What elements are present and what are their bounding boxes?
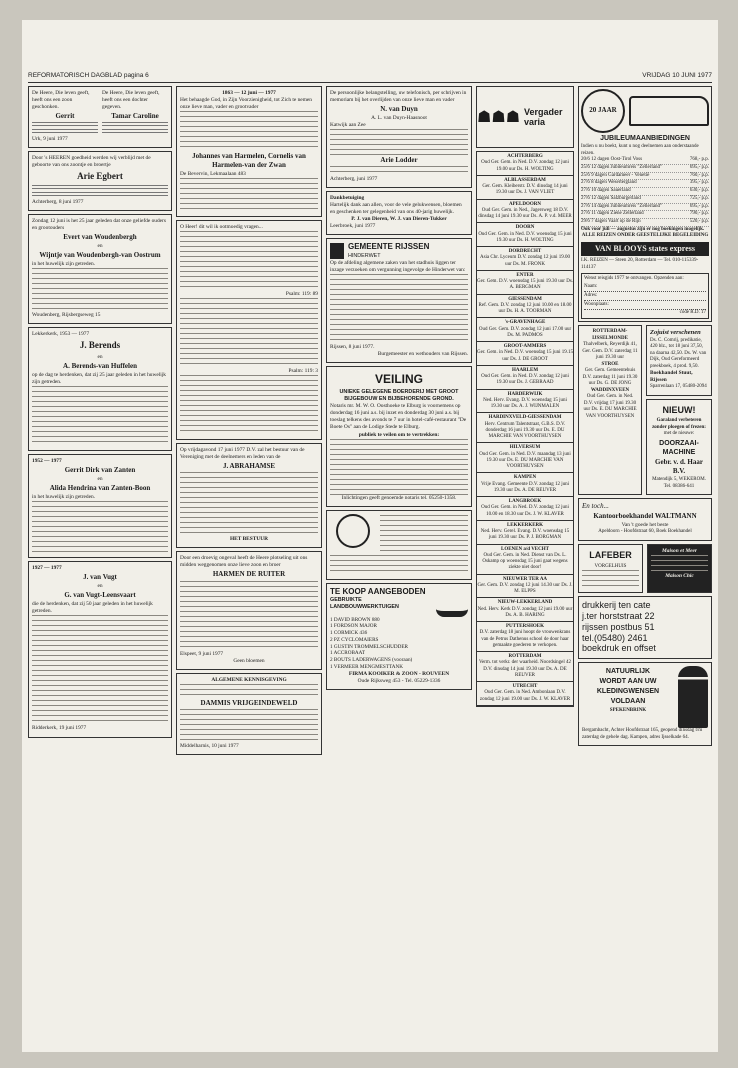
drukkerij-l5: boekdruk en offset xyxy=(582,643,656,654)
memorial-abrahamse xyxy=(176,443,322,548)
offer-description: 27/6 14 dagen Jubileumreis "Zellerland" xyxy=(581,203,663,209)
church-service xyxy=(477,598,573,622)
offer-description: 20/6 12 dagen Oost-Tirol Voss xyxy=(581,157,643,163)
church-service-place: HARDERWIJK xyxy=(507,391,543,397)
zanten-name-1: Gerrit Dirk van Zanten xyxy=(64,466,136,475)
waltmann-sub: Van 't goede het beste xyxy=(621,522,669,529)
abrahamse-text: Op vrijdagavond 17 juni 1977 D.V. zal het bestuur van de Vereniging met de deelnemers en leden van de xyxy=(180,447,305,461)
kennisgeving-place: Middelharnis, 10 juni 1977 xyxy=(180,742,239,749)
church-service xyxy=(477,652,573,682)
gemeente-rijssen-notice xyxy=(326,238,472,362)
zanten-name-2: Alida Hendrina van Zanten-Boon xyxy=(49,484,151,493)
obit-place: De Bevervin, Lekmaalaan 483 xyxy=(180,171,246,178)
thanks-van-duyn xyxy=(326,86,472,188)
rotterdam-zojuist-row xyxy=(578,325,712,498)
form-field[interactable]: Naam: xyxy=(584,283,706,292)
church-service-place: LANGBROEK xyxy=(508,499,542,504)
waltmann-intro: En toch... xyxy=(582,502,609,511)
psalm-ref-2: Psalm: 119: 3 xyxy=(288,368,318,375)
berends-name-1: J. Berends xyxy=(79,340,121,351)
church-service-details: Oud Ger. Gem. in Ned. D.V. zondag 12 juni 10.00 en 18.30 uur Ds. J. W. KLAVER xyxy=(481,505,569,517)
duyn-text: De persoonlijke belangstelling, uw telefonisch, per schrijven in memoriam bij het overlijden van onze lieve man en vader xyxy=(330,90,467,104)
church-service-place: ACHTERBERG xyxy=(507,154,543,159)
dank-title: Dankbetuiging xyxy=(330,195,365,202)
veiling-pub: publiek te veilen om te vertrekken: xyxy=(358,431,440,438)
20-jaar-badge-icon xyxy=(581,89,625,133)
nat-shop: SPEKENBRINK xyxy=(609,707,647,713)
dank-place: Leerbroek, juni 1977 xyxy=(330,223,376,230)
church-service-details: Ger. Gem. D.V. zondag 12 juni 14.30 uur Ds. J. M. ELPPS xyxy=(477,582,573,594)
berends-en: en xyxy=(97,353,103,360)
church-service-details: Verm. tot verkr. der waarheid. Noordsingel 42 D.V. dinsdag 14 juni 19.30 uur Ds. A. DE REUVER xyxy=(478,660,572,678)
church-service-details: Oud Ger. Gem. in Ned. D.V. zondag 12 juni 19.30 uur Ds. J. GEBRAAD xyxy=(481,374,569,386)
anniv-name-1: Evert van Woudenbergh xyxy=(63,232,137,241)
jubileum-offer-row xyxy=(581,165,709,173)
church-service-place: GIESSENDAM xyxy=(508,296,542,302)
lafeber-ad xyxy=(578,544,643,593)
stroe-text: Ger. Gem. Gemeentehuis D.V. zaterdag 11 juni 19.30 uur Ds. G. DE JONG xyxy=(582,368,638,387)
newspaper-page xyxy=(22,20,718,1052)
lafeber-sub: VORGELHUIS xyxy=(594,563,627,569)
duyn-name: N. van Duyn xyxy=(380,105,418,114)
lafeber-name: LAFEBER xyxy=(589,549,632,560)
obit-text: Het behaagde God, in Zijn Voorzienigheid, tot Zich te nemen onze lieve man, vader en grootvader xyxy=(180,97,312,111)
nat-t4: VOLDAAN xyxy=(610,698,646,706)
waddinx-text: Oud Ger. Gem. in Ned. D.V. vrijdag 17 juni 19.30 uur Ds. E. DU MARCHIE VAN VOORTHUYSEN xyxy=(583,394,637,419)
zanten-years: 1952 — 1977 xyxy=(32,458,62,464)
veiling-title: VEILING xyxy=(374,371,423,386)
tekoop-title: TE KOOP AANGEBODEN xyxy=(330,586,426,596)
offer-description: 29/6 7 dagen Vaart op de Rijn xyxy=(581,219,641,225)
drukkerij-l2: j.ter horststraat 22 xyxy=(582,610,655,621)
ruiter-name: HARMEN DE RUITER xyxy=(212,570,286,579)
ruiter-text: Door een droevig ongeval heeft de Heere plotseling uit ons midden weggenomen onze lieve zoon en broer xyxy=(180,555,308,569)
birth-announcement-arie xyxy=(28,151,172,211)
jubileum-note: Ook voor juli — augustus zijn er nog boekingen mogelijk. xyxy=(581,226,705,232)
church-service-details: Oud Ger. Gem. D.V. zondag 12 juni 17.00 uur Ds. M. PADMOS xyxy=(478,326,572,338)
tekoop-item: 2 BOUTS LADERWAGENS (vooraan) xyxy=(330,657,413,664)
church-service xyxy=(477,413,573,443)
church-service-details: Ger. Gem. D.V. woensdag 15 juni 19.30 uur Ds. A. BERGMAN xyxy=(477,279,574,291)
drukkerij-ten-cate-ad xyxy=(578,596,712,659)
church-service xyxy=(477,176,573,200)
zojuist-addr: Sparrenlaan 17, 05480-2094 xyxy=(650,384,707,390)
gemeente-sub: HINDERWET xyxy=(348,252,381,259)
church-service-place: GROOT-AMMERS xyxy=(503,344,547,349)
form-code: code R.D. 17 xyxy=(679,309,706,315)
birth-name-arie: Arie Egbert xyxy=(77,171,123,182)
church-service xyxy=(477,497,573,521)
jubileum-offer-row xyxy=(581,219,709,227)
offer-price: 395,- p.p. xyxy=(689,180,709,186)
nieuw-firm: Gebr. v. d. Haar B.V. xyxy=(655,458,703,476)
veiling-foot: Inlichtingen geeft genoemde notaris tel. 05250-1358. xyxy=(341,494,457,501)
church-service xyxy=(477,318,573,342)
psalm-lines: O Heer! dit wil ik ootmoedig vragen... xyxy=(180,224,263,231)
church-service-details: Herv. Centrum Talentstraat, G.B.S. D.V. donderdag 16 juni 19.30 uur Ds. E. DU MARCHIE VAN VOORTHUYSEN xyxy=(484,421,566,439)
obituary-van-harmelen xyxy=(176,86,322,217)
tekoop-list xyxy=(330,617,468,671)
anniv-place: Woudenberg, Rijsbergseweg 15 xyxy=(32,312,101,319)
vugt-place: Ridderkerk, 19 juni 1977 xyxy=(32,725,87,732)
church-service-place: ROTTERDAM xyxy=(508,654,542,659)
church-service-details: Ref. Gem. D.V. zondag 12 juni 10.00 en 18.00 uur Ds. H. A. TOORMAN xyxy=(478,302,572,314)
lodder-place: Achterberg, juni 1977 xyxy=(330,176,378,183)
anniversary-van-vugt xyxy=(28,561,172,737)
offer-price: 725,- p.p. xyxy=(689,195,709,201)
maison-chic: Maison Chic xyxy=(665,572,694,579)
berends-text: op de dag te herdenken, dat zij 25 jaar geleden in het huwelijk zijn getreden. xyxy=(32,371,166,385)
offer-description: 27/6 11 dagen Ziene Zellerland xyxy=(581,211,644,217)
church-service-details: Ger. Gem. Kleiberstr. D.V. dinsdag 14 juni 19.30 uur Ds. J. VAN VLIET xyxy=(482,184,568,196)
vugt-en: en xyxy=(97,583,103,590)
jubileum-brand: VAN BLOOYS states express xyxy=(595,243,695,253)
birth-place: Achterberg, 8 juni 1977 xyxy=(32,198,84,205)
obit-date: 1863 — 12 juni — 1977 xyxy=(222,90,276,96)
church-service-place: LOENEN a/d VECHT xyxy=(501,546,549,552)
woman-figure-icon xyxy=(678,666,708,728)
berends-place: Lekkerkerk, 1953 — 1977 xyxy=(32,331,90,338)
page-header xyxy=(28,70,712,83)
tekoop-sub: GEBRUIKTE LANDBOUWWERKTUIGEN xyxy=(330,596,399,610)
tekoop-item: 1 DAVID BROWN 880 xyxy=(330,616,380,623)
church-service-place: HILVERSUM xyxy=(509,445,541,451)
anniversary-van-zanten xyxy=(28,454,172,558)
anniv-en: en xyxy=(97,243,103,250)
duyn-name-2: A. L. van Duyn-Haasnoot xyxy=(371,115,427,122)
church-service-place: KAMPEN xyxy=(513,475,537,481)
offer-description: 27/6 8 dagen Wesertergland xyxy=(581,180,637,186)
veiling-ad xyxy=(326,366,472,507)
offer-description: 25/6 12 dagen Jubileumreis "Zellerland" xyxy=(581,164,663,170)
nieuw-sub: Garaland verbeteren zonder ploegen of frezen: xyxy=(652,418,706,430)
church-service xyxy=(477,390,573,414)
vugt-text: die de herdenken, dat zij 50 jaar geleden in het huwelijk getreden. xyxy=(32,601,153,615)
jubileum-sub: Indien u nu boekt, kunt u nog deelnemen aan onderstaande reizen. xyxy=(581,144,699,156)
reisgids-form xyxy=(581,273,709,319)
church-service xyxy=(477,152,573,176)
dank-text: Hartelijk dank aan allen, voor de vele gelukwensen, bloemen en geschenken ter gelegenheid van ons 40-jarig huwelijk. xyxy=(330,202,462,216)
offer-description: 25/6 9 dagen Gardameer - Venetië xyxy=(581,172,650,178)
rotterdam-service xyxy=(578,325,642,495)
waltmann-addr: Apeldoorn - Hoofdstraat 60, Boek Boekhandel xyxy=(598,529,692,535)
church-service xyxy=(477,271,573,295)
church-service-details: Oud Ger. Gem. in Ned. D.V. zondag 12 juni 19.00 uur Ds. H. WOLTING xyxy=(481,160,569,172)
nieuw-addr: Matendijk 5, WEKEROM. Tel. 08386-641 xyxy=(652,477,706,489)
tekoop-item: 1 VERMEER MENGMESTTANK xyxy=(330,663,403,670)
vugt-name-2: G. van Vugt-Leensvaart xyxy=(64,591,136,600)
tekoop-addr: Oude Rijksweg 453 - Tel. 05229-1336 xyxy=(357,677,441,684)
vergader-title: Vergader varia xyxy=(524,107,563,127)
church-service-place: HARDINXVELD-GIESSENDAM xyxy=(488,415,562,421)
church-service-place: PUTTERSHOEK xyxy=(505,624,545,629)
form-field[interactable]: Woonplaats: xyxy=(584,301,706,310)
anniversary-woudenbergh xyxy=(28,214,172,324)
jubileum-offer-row xyxy=(581,180,709,188)
church-service-place: ALBLASSERDAM xyxy=(504,177,546,183)
tekoop-item: 1 CORMICK 436 xyxy=(330,630,368,637)
church-service xyxy=(477,342,573,366)
column-4 xyxy=(476,86,574,1046)
zanten-text: in het huwelijk zijn getreden. xyxy=(32,494,96,501)
drukkerij-l1: drukkerij ten cate xyxy=(582,600,651,611)
church-service-place: UTRECHT xyxy=(512,684,538,689)
jubileum-offer-row xyxy=(581,188,709,196)
church-service-place: DORDRECHT xyxy=(508,249,542,254)
waltmann-title: Kantoorboekhandel WALTMANN xyxy=(593,512,697,521)
obituary-de-ruiter xyxy=(176,551,322,669)
tekoop-item: 1 FORDSON MAJOR xyxy=(330,623,377,630)
birth-name-right: Tamar Caroline xyxy=(111,112,159,121)
offer-description: 27/6 12 dagen Salzburgerland xyxy=(581,195,641,201)
church-service xyxy=(477,366,573,390)
tekoop-item: 1 GUSTIN TROMMELSCHUDDER xyxy=(330,643,409,650)
church-service xyxy=(477,622,573,652)
gemeente-title: GEMEENTE RIJSSEN xyxy=(348,242,430,252)
church-service xyxy=(477,473,573,497)
maison-name: Maison et Meer xyxy=(661,547,698,554)
nieuw-title: NIEUW! xyxy=(662,404,696,415)
church-service xyxy=(477,682,573,706)
offer-price: 695,- p.p. xyxy=(689,164,709,170)
berends-name-2: A. Berends-van Huffelen xyxy=(63,361,137,370)
offer-price: 760,- p.p. xyxy=(689,172,709,178)
church-service-place: ENTER xyxy=(516,272,534,278)
zanten-en: en xyxy=(97,476,103,483)
offer-price: 768,- p.p. xyxy=(689,157,709,163)
anniv-name-2: Wijntje van Woudenbergh-van Oostrum xyxy=(39,251,161,260)
church-service xyxy=(477,200,573,224)
horssen-logo-icon xyxy=(336,514,370,548)
church-service-details: Ned. Herv. Evang. D.V. woensdag 15 juni 19.30 uur Ds. A. J. WIJNMALEN xyxy=(483,397,567,409)
church-service-place: HAARLEM xyxy=(511,367,539,373)
dank-names: P. J. van Dieren, W. J. van Dieren-Tukker xyxy=(351,216,447,223)
kennisgeving-title: ALGEMENE KENNISGEVING xyxy=(211,676,287,683)
jubileum-offers xyxy=(581,157,709,227)
drukkerij-l4: tel.(05480) 2461 xyxy=(582,632,648,643)
church-service-details: Oud Ger. Gem. in Ned. Ambonlaan D.V. zondag 12 juni 19.00 uur Ds. J. W. KLAVER xyxy=(479,690,571,702)
duyn-place: Katwijk aan Zee xyxy=(330,122,366,129)
offer-price: 520,- p.p. xyxy=(689,219,709,225)
form-field[interactable]: Adres: xyxy=(584,292,706,301)
jubileum-offer-row xyxy=(581,173,709,181)
te-koop-ad xyxy=(326,583,472,690)
church-service-details: Ned. Herv. Gerel. Evang. D.V. woensdag 15 juni 19.30 uur Ds. P. J. BORGMAN xyxy=(480,529,570,541)
birth-text-left: De Heere, Die leven geeft, heeft ons een zoon geschonken. xyxy=(32,90,90,111)
column-2 xyxy=(176,86,322,1046)
form-fields xyxy=(584,283,706,310)
drukkerij-l3: rijssen postbus 51 xyxy=(582,621,655,632)
zojuist-text: Ds. C. Comrij, predikatie, 420 blz., tot 18 juni 37,50, na daarna 42,50. Ds. W. van Dijk, Oud Gereformeerd preekboek, 4 prod. 9,50. xyxy=(650,337,707,369)
anniv-text: in het huwelijk zijn getreden. xyxy=(32,261,96,268)
offer-price: 790,- p.p. xyxy=(689,211,709,217)
tekoop-item: 1 ACCROBAAT xyxy=(330,650,366,657)
church-service-details: Ned. Herv. Kerk D.V. zondag 12 juni 19.00 uur Ds. A. B. HARING xyxy=(477,606,573,618)
anniv-intro: Zondag 12 juni is het 25 jaar geleden dat onze geliefde ouders en grootouders xyxy=(32,217,166,231)
jubileum-note-2: ALLE REIZEN ONDER GEESTELIJKE BEGELEIDING xyxy=(581,233,709,239)
church-service xyxy=(477,443,573,473)
church-service xyxy=(477,223,573,247)
church-service-place: DOORN xyxy=(515,225,535,231)
vergader-varia-logo xyxy=(476,86,574,148)
offer-price: 695,- p.p. xyxy=(689,203,709,209)
church-service xyxy=(477,575,573,599)
stroe-title: STROE xyxy=(601,361,619,367)
natuurlijk-ad xyxy=(578,662,712,746)
nat-text: Bergambacht, Achter Hoofdstraat 165, geopend dinsdag t/m zaterdag de gehele dag. Kampen, adres Ijsselkade 64. xyxy=(582,728,703,740)
gemeente-text: Op de afdeling algemene zaken van het stadhuis liggen ter inzage verzoeken om vergunning ingevolge de Hinderwet van: xyxy=(330,259,466,273)
gemeente-place: Rijssen, 8 juni 1977. xyxy=(330,343,375,350)
kennisgeving-vrijgeindeweld xyxy=(176,673,322,755)
column-1 xyxy=(28,86,172,1046)
jubileum-offer-row xyxy=(581,157,709,165)
church-service-details: Asia Chr. Lyceum D.V. zondag 12 juni 19.00 uur Ds. M. FRONK xyxy=(479,255,571,267)
church-service-details: Oud Ger. Gem. in Ned. Dienst van Ds. L. Oskamp op woensdag 15 juni gaat wegens ziekte niet door! xyxy=(482,552,568,571)
jubileum-offer-row xyxy=(581,204,709,212)
jubileum-offer-row xyxy=(581,196,709,204)
birth-date: Urk, 9 juni 1977 xyxy=(32,136,68,143)
veiling-sub: UNIEKE GELEGENE BOERDERIJ MET GROOT BIJGEBOUW EN BIJBEHORENDE GROND. xyxy=(339,389,459,403)
nat-t2: WORDT AAN UW xyxy=(599,678,657,686)
birth-text-right: De Heere, Die leven geeft, heeft ons een dochter gegeven. xyxy=(102,90,160,111)
birth-announcement-urk xyxy=(28,86,172,148)
bus-icon xyxy=(629,96,709,126)
header-right: VRIJDAG 10 JUNI 1977 xyxy=(642,72,712,79)
van-blooys-logo xyxy=(581,242,709,256)
church-service-details: Vrije Evang. Gemeente D.V. zondag 12 juni 19.30 uur Ds. A. DE REUVER xyxy=(480,481,570,493)
church-service-place: NIEUWER TER AA xyxy=(502,576,548,582)
zojuist-title: Zojuist verschenen xyxy=(650,329,701,337)
vugt-name-1: J. van Vugt xyxy=(83,573,117,582)
gemeente-sign: Burgemeester en wethouders van Rijssen. xyxy=(377,350,468,357)
rijssen-crest-icon xyxy=(330,243,344,259)
church-service xyxy=(477,247,573,271)
offer-price: 630,- p.p. xyxy=(689,188,709,194)
tractor-icon xyxy=(436,587,468,617)
church-service-place: NIEUW-LEKKERLAND xyxy=(497,600,553,606)
offer-description: 27/6 10 dagen Sauerland xyxy=(581,188,631,194)
church-service xyxy=(477,545,573,575)
nieuw-sub2: met de nieuwe: xyxy=(663,431,695,437)
kennisgeving-name: DAMMIS VRIJGEINDEWELD xyxy=(200,698,298,707)
nat-t1: NATUURLIJK xyxy=(605,668,651,676)
rotterdam-text: Thalvelberk, Reyerdijk 41, Ger. Gem. D.V. zaterdag 11 juni 19.30 uur xyxy=(582,342,638,361)
dankbetuiging-van-dieren xyxy=(326,191,472,235)
psalm-verses xyxy=(176,220,322,440)
church-services-list xyxy=(476,151,574,707)
anniversary-berends xyxy=(28,327,172,451)
lafeber-maison-row xyxy=(578,544,712,596)
zojuist-shop: Boekhandel Stuut, Rijssen xyxy=(650,370,693,384)
van-horssen-ad xyxy=(326,510,472,580)
church-service-details: Oud Ger. Gem. in Ned. D.V. woensdag 15 juni 19.30 uur Ds. H. WOLTING xyxy=(478,231,572,243)
waltmann-ad xyxy=(578,498,712,541)
church-service-place: 's-GRAVENHAGE xyxy=(504,320,546,326)
abrahamse-name: J. ABRAHAMSE xyxy=(222,462,276,471)
form-title: Wenst reisgids 1977 te ontvangen. Opzenden aan: xyxy=(584,276,684,282)
church-service-place: APELDOORN xyxy=(509,201,541,207)
nat-t3: KLEDINGWENSEN xyxy=(596,688,660,696)
nieuw-doorzaai-ad xyxy=(646,399,712,496)
church-service-details: Ger. Gem. in Ned. D.V. woensdag 15 juni 19.15 uur Ds. J. DE GROOT xyxy=(477,350,574,362)
maison-ad xyxy=(647,544,712,593)
column-3 xyxy=(326,86,472,1046)
header-left: REFORMATORISCH DAGBLAD pagina 6 xyxy=(28,72,149,79)
jubileum-title: JUBILEUMAANBIEDINGEN xyxy=(600,135,690,142)
people-icon: ☗☗☗ xyxy=(477,109,521,126)
ruiter-foot: Geen bloemen xyxy=(233,657,265,664)
church-service-details: D.V. zaterdag 18 juni hoopt de vrouwenkrans van de Petrus Dathenus school de door haar gemaakte goederen te verkopen. xyxy=(479,630,571,648)
rotterdam-title: ROTTERDAM-IJSSELMONDE xyxy=(592,329,628,341)
tekoop-item: 2 PZ CYCLOMAIERS xyxy=(330,636,379,643)
zojuist-ad xyxy=(646,325,712,395)
vugt-years: 1927 — 1977 xyxy=(32,565,62,572)
veiling-text: Notaris mr. M. W. O. Oosthoeke te Elburg is voornemens op donderdag 16 juni a.s. bij inzet en donderdag 30 juni a.s. bij toeslag telkens des avonds te 7 uur in hotel-café-restaurant "De Boete Os" aan de Lodige Stede te Elburg. xyxy=(330,403,467,431)
jubileum-badge: 20 JAAR xyxy=(589,106,617,115)
birth-name-left: Gerrit xyxy=(55,112,75,121)
waddinx-title: WADDINXVEEN xyxy=(590,387,630,393)
tekoop-firm: FIRMA KOOIKER & ZOON - ROUVEEN xyxy=(348,670,450,677)
nieuw-machine: DOORZAAI-MACHINE xyxy=(659,439,699,456)
church-service xyxy=(477,295,573,319)
psalm-ref-1: Psalm: 119: 89 xyxy=(285,291,318,298)
church-service-place: LEKKERKERK xyxy=(506,522,544,528)
jubileum-addr: I.K. REIZEN — Steen 20, Rotterdam — Tel. 010-115339-114137 xyxy=(581,258,699,270)
column-5 xyxy=(578,86,712,1046)
obit-name: Johannes van Harmelen, Cornelis van Harmelen-van der Zwan xyxy=(192,152,306,170)
jubileum-offer-row xyxy=(581,211,709,219)
jubileum-ad xyxy=(578,86,712,322)
church-service xyxy=(477,521,573,545)
abrahamse-foot: HET BESTUUR xyxy=(229,536,269,543)
lodder-name: Arie Lodder xyxy=(380,156,418,165)
church-service-details: Oud Ger. Gem. in Ned., Jagersweg 18 D.V. dinsdag 14 juni 19.30 uur Ds. A. P. v.d. MEER xyxy=(478,207,572,219)
birth-intro: Door 's HEEREN goedheid werden wij verblijd met de geboorte van ons zoontje en broertje xyxy=(32,155,151,169)
ruiter-place: Elspeet, 9 juni 1977 xyxy=(180,650,224,657)
church-service-details: Oud Ger. Gem. in Ned. D.V. maandag 13 juni 19.30 uur Ds. E. DU MARCHIE VAN VOORTHUYSEN xyxy=(479,451,571,469)
